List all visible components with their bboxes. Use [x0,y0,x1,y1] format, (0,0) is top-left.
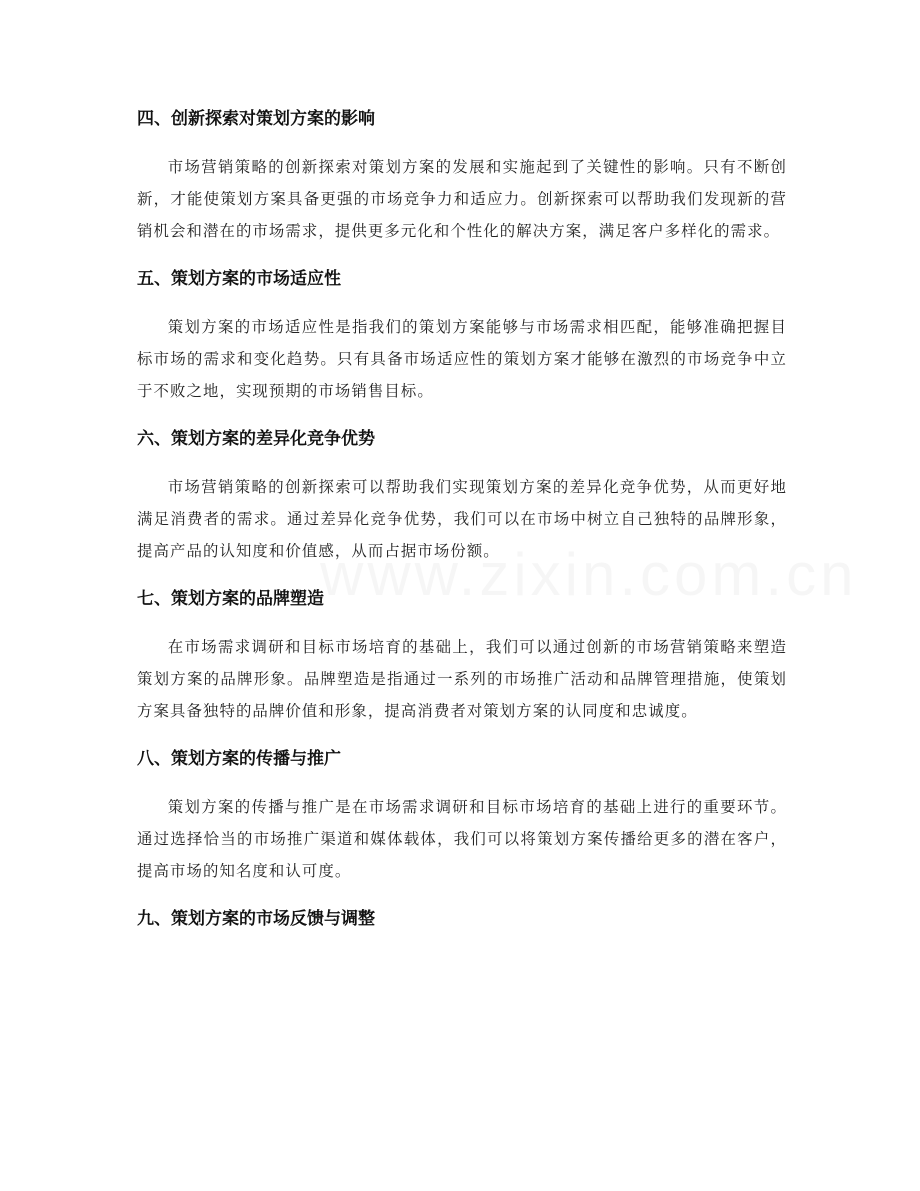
section-paragraph: 在市场需求调研和目标市场培育的基础上，我们可以通过创新的市场营销策略来塑造策划方案的品牌形象。品牌塑造是指通过一系列的市场推广活动和品牌管理措施，使策划方案具备独特的品牌价值和形象，提高消费者对策划方案的认同度和忠诚度。 [137,638,787,720]
section-paragraph: 策划方案的市场适应性是指我们的策划方案能够与市场需求相匹配，能够准确把握目标市场的需求和变化趋势。只有具备市场适应性的策划方案才能够在激烈的市场竞争中立于不败之地，实现预期的市场销售目标。 [137,318,787,400]
section-heading: 九、策划方案的市场反馈与调整 [137,909,375,929]
section-paragraph: 策划方案的传播与推广是在市场需求调研和目标市场培育的基础上进行的重要环节。通过选择恰当的市场推广渠道和媒体载体，我们可以将策划方案传播给更多的潜在客户，提高市场的知名度和认可度。 [137,798,787,880]
section-5 [137,264,787,407]
section-7 [137,584,787,727]
document-content [137,104,787,934]
section-paragraph: 市场营销策略的创新探索可以帮助我们实现策划方案的差异化竞争优势，从而更好地满足消费者的需求。通过差异化竞争优势，我们可以在市场中树立自己独特的品牌形象，提高产品的认知度和价值感，从而占据市场份额。 [137,478,787,560]
section-heading: 四、创新探索对策划方案的影响 [137,109,375,129]
section-6 [137,424,787,567]
section-heading: 八、策划方案的传播与推广 [137,749,341,769]
section-heading: 六、策划方案的差异化竞争优势 [137,429,375,449]
section-paragraph: 市场营销策略的创新探索对策划方案的发展和实施起到了关键性的影响。只有不断创新，才能使策划方案具备更强的市场竞争力和适应力。创新探索可以帮助我们发现新的营销机会和潜在的市场需求，提供更多元化和个性化的解决方案，满足客户多样化的需求。 [137,158,787,240]
section-heading: 七、策划方案的品牌塑造 [137,589,324,609]
section-heading: 五、策划方案的市场适应性 [137,269,341,289]
section-8 [137,744,787,887]
section-9 [137,904,787,934]
section-4 [137,104,787,247]
